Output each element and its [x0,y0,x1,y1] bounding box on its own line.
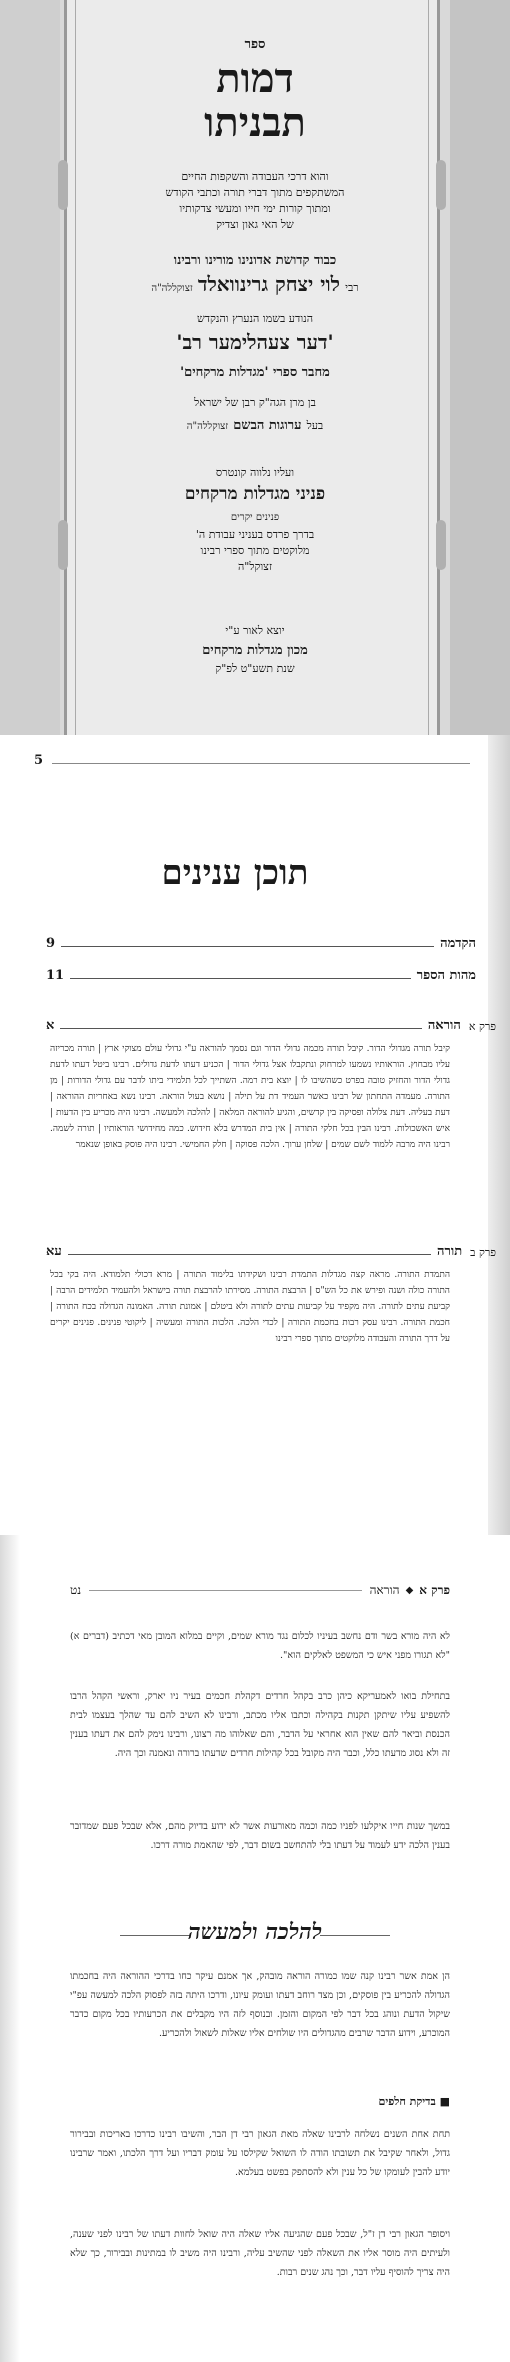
body-paragraph: בתחילת בואו לאמעריקא כיהן כרב בקהל חרדים דקהלת חכמים בעיר ניו יארק, וראשי הקהל הרבו להשפיע עליו שיתקן תקנות בקהילה וכתבו אליו מכתב, ורבינו לא השיב להם עד שהלך בעצמו לבית הכנסת וביאר להם שאין הוא אחראי על הדבר, והם שאלוהו מה רצונו, ורבינו נימק להם את דעתו בענין זה ולא נסוג מדעתו כלל, וכבר היה מקובל בכל קהילות חרדים שדעתו ברורה ונאמנה וכך היה. [70,1691,450,1759]
kuntres-desc-line: זצוקל"ה [237,560,273,573]
known-name: 'דער צעהלימער רב' [176,330,334,354]
leader-line [60,1028,421,1029]
toc-entry-page: 9 [46,936,56,951]
kuntres-desc-line: פנינים יקרים [230,512,280,523]
toc-page [0,735,510,1535]
kuntres-desc-line: בדרך פרדס בעניני עבודת ה' [195,528,315,541]
toc-entry-page: 11 [46,968,65,983]
description-line: של האי גאון וצדיק [216,218,294,231]
description-line: המשתקפים מתוך דברי תורה וכתבי הקודש [165,186,345,199]
son-of-line: בן מרן הגה"ק רבן של ישראל [194,396,316,409]
appendix-intro: ועליו נלווה קונטרס [215,466,295,479]
kuntres-desc-line: מלוקטים מתוך ספרי רבינו [200,544,310,557]
chapter-name: תורה [437,1244,463,1259]
honorific-line: כבוד קדושת אדונינו מורינו ורבינו [173,253,337,268]
description-line: ומתוך קורות ימי חייו ומעשי צדקותיו [179,202,331,215]
frame-ornament-left-top [58,160,68,210]
page-margin-right [450,0,510,735]
chapter-heading[interactable] [46,1243,496,1259]
son-of-suffix: זצוקללה"ה [186,421,229,432]
body-paragraph: במשך שנות חייו איקלעו לפניו כמה וכמה מאורעות אשר לא ידוע בדיוק מהם, אלא שבכל פעם שמדובר בענין הלכה ידע לעמוד על דעתו בלי להתחשב בשום דבר, לפי שהאמת מורה דרכו. [70,1821,450,1851]
leader-line [61,946,434,947]
publication-year: שנת תשע"ט לפ"ק [215,662,295,675]
body-paragraph: הן אמת אשר רבינו קנה שמו כמורה הוראה מובהק, אך אמנם עיקר כחו בדרכי ההוראה היה בחכמתו הגדולה להכריע בין פוסקים, וכן מצד רוחב דעתו ועומק עיונו, ודרכו היתה בזה לפסוק הלכה למעשה עפ"י שיקול הדעת ונוהג בכל דבר לפי המקום והזמן. ובנוסף לזה היו מקבלים את הכרעותיו בכל מקום כדבר המוכרע, וידוע הדבר שרבים מהגדולים היו שולחים אליו שאלות לשאול ולהכריע. [70,1971,450,2039]
body-paragraph: ויסופר הגאון רבי דן ז"ל, שבכל פעם שהגיעה אליו שאלה היה שואל לחוות דעתו של רבינו לפני שענה, ולעיתים היה מוסר אליו את השאלה לפני שהשיב עליה, ורבינו היה משיב לו במתינות ובבירור, כך שלא היה צריך להוסיף עליו דבר, וכך נהג שנים רבות. [70,2229,450,2278]
chapter-number: פרק א [468,1020,496,1033]
running-head-title: הוראה [369,1583,400,1597]
chapter-heading[interactable] [46,1017,496,1033]
frame-ornament-right-bottom [436,520,446,570]
sefer-label: ספר [244,37,266,52]
header-rule [52,763,470,764]
book-title-line1: דמות [216,55,294,102]
rebbe-name: לוי יצחק גרינוואלד [197,272,340,296]
publisher-line: יוצא לאור ע"י [225,624,285,637]
chapter-page: א [46,1018,55,1033]
chapter-number: פרק ב [470,1246,496,1259]
subsection-heading: ■ בדיקת חלפים [378,2095,450,2108]
running-head-chapter: פרק א [419,1583,450,1597]
rebbe-name-line [80,272,430,297]
page-margin-left [0,0,60,735]
son-of-name: ערוגות הבשם [233,418,302,433]
title-page [0,0,510,735]
chapter-name: הוראה [427,1018,461,1033]
son-of-line-2 [80,414,430,433]
toc-entry[interactable] [46,967,476,983]
toc-entry[interactable] [46,935,476,951]
kuntres-title: פניני מגדלות מרקחים [184,484,326,504]
body-paragraph: לא היה מורא בשר ודם נחשב בעיניו לכלום נגד מורא שמים, וקיים במלוא המובן מאי דכתיב (דברים א) "לא תגורו מפני איש כי המשפט לאלקים הוא". [70,1631,450,1661]
toc-entry-label: מהות הספר [416,968,476,983]
frame-ornament-left-bottom [58,520,68,570]
page-number: נט [70,1583,82,1597]
toc-entry-label: הקדמה [440,936,476,951]
chapter-summary: קיבל תורה מגדולי הדור. קיבל תורה מכמה גדולי הדור וגם נסמך להוראה ע"י גדולי עולם מצוקי ארץ | תורה מכריזה עליו מבחוץ. הוראותיו נשמעו למרחוק ונתקבלו אצל גדולי הדור | הכניע דעתו לדעת גדולים. רבינו ביטל דעתו לדעת גדולי הדור והחזיק טובה בפרט כשהשיבו לו | יוצא בית רמה. השתייך לכל תלמידי ביתו לדבר עם גדולי הדורות | מן התורה. מעמדה התחתון של רבינו כאשר העמיד דת על תילה | נושא בעול הוראה. רבינו נשא באחריות ההוראה | דעת בעליה. דעת צלולה ופסיקה בין קדשים, והגיע להוראה המלאה | להלכה ולמעשה. רבינו היה מכריע בין הדעות | איש האשכולות. רבינו הבין בכל חלקי התורה | אין בית המדרש בלא חידוש. כמה מחידושי הוראותיו | תורה לשמה. רבינו היה מרבה ללמוד לשם שמים | שלחן ערוך. הלכה פסוקה | חלק החמישי. רבינו היה פוסק באופן שנאמר [50,1044,450,1150]
rebbe-suffix: זצוקללה"ה [151,283,193,294]
section-title: להלכה ולמעשה [188,1919,322,1945]
description-line: והוא דרכי העבודה והשקפות החיים [181,170,329,183]
page-edge-shadow [488,735,510,1535]
leader-line [70,978,411,979]
author-of-line: מחבר ספרי 'מגדלות מרקחים' [180,365,330,380]
chapter-page [0,1535,510,2362]
header-rule [89,1590,361,1591]
frame-ornament-right-top [436,160,446,210]
subsection-marker-icon: ■ [435,2095,450,2108]
toc-title: תוכן ענינים [161,853,309,893]
known-as-line: הנודע בשמו הנערץ והנקדש [196,312,314,325]
leader-line [68,1254,431,1255]
running-header [70,1583,450,1598]
chapter-summary: התמדת התורה. מראה קצה מגדלות התמדת רבינו ושקידתו בלימוד התורה | מרא דכולי תלמודא. היה בקי בכל התורה כולה ושנה ופירש את כל הש"ס | הרבצת התורה. מסירתו להרבצת תורה בישראל ולהעמיד תלמידים הרבה | קביעת עתים לתורה. היה מקפיד על קביעות עתים לתורה ולא ביטלם | אמונת תורה. האמונה הגדולה בכח התורה | חכמת התורה. רבינו עסק רבות בחכמת התורה | לכדי הלכה. הלכות התורה ומעשיה | ליקוטי פנינים. פנינים יקרים על דרך התורה והעבודה מלוקטים מתוך ספרי רבינו [50,1270,450,1344]
chapter-page: עא [46,1244,62,1259]
rebbe-prefix: רבי [345,281,359,294]
running-head-diamond-icon: ◆ [405,1585,414,1596]
page-edge-shadow [0,1535,20,2362]
page-number: 5 [34,753,44,768]
book-title-line2: תבניתו [204,99,306,146]
son-of-prefix: בעל [306,419,324,432]
body-paragraph: תחת אחת השנים נשלחה לרבינו שאלה מאת הגאון רבי דן הבר, והשיבו רבינו כדרכו באריכות ובבירור גדול, ולאחר שקיבל את תשובתו הודה לו השואל שקילסו על עומק דבריו ועל דרך הלכתו, ואמר שרבינו יודע להבין לעומקו של כל ענין ולא להסתפק בפשט בעלמא. [70,2129,450,2178]
publisher-name: מכון מגדלות מרקחים [202,643,308,658]
